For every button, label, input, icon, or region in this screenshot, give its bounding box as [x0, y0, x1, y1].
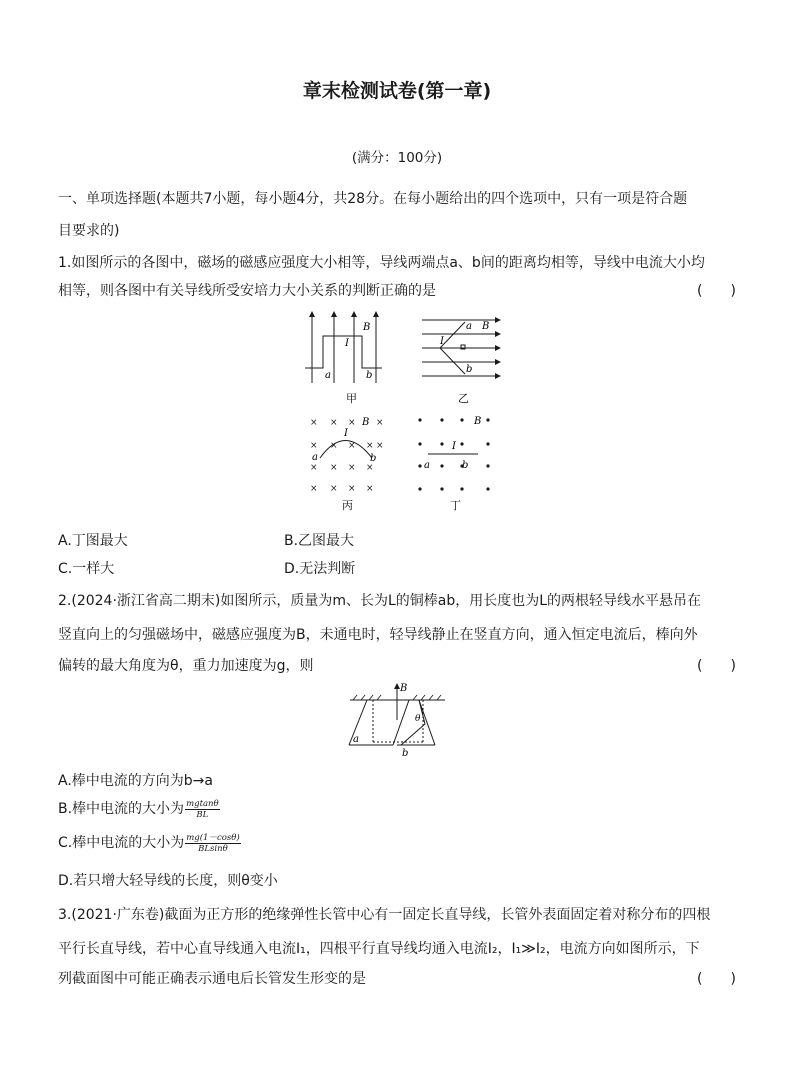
score-info: (满分：100分)	[351, 150, 443, 166]
yi-label-b: b	[466, 364, 473, 375]
ding-label-I: I	[452, 441, 456, 452]
q2-option-d: D.若只增大轻导线的长度，则θ变小	[58, 873, 278, 889]
ding-label-B: B	[474, 416, 482, 427]
q2-option-b-numerator: mgtanθ	[186, 798, 219, 809]
q2-stem-line3: 偏转的最大角度为θ，重力加速度为g，则	[58, 658, 314, 674]
svg-text:×: ×	[330, 441, 338, 451]
q1-answer-paren: ( )	[697, 283, 736, 299]
q2-stem-line2: 竖直向上的匀强磁场中，磁感应强度为B，未通电时，轻导线静止在竖直方向，通入恒定电流后，棒向外	[58, 627, 698, 643]
svg-text:×: ×	[366, 463, 374, 473]
section-heading-line1: 一、单项选择题(本题共7小题，每小题4分，共28分。在每小题给出的四个选项中，只有一项是符合题	[58, 191, 688, 207]
yi-label-I: I	[440, 336, 444, 347]
q2-option-b-text: B.棒中电流的大小为	[58, 801, 185, 817]
jia-label-a: a	[325, 370, 331, 381]
jia-label-b: b	[366, 370, 373, 381]
svg-text:×: ×	[310, 463, 318, 473]
ding-label-b: b	[462, 460, 469, 471]
svg-text:×: ×	[310, 484, 318, 494]
q3-stem-line2: 平行长直导线，若中心直导线通入电流I₁，四根平行直导线均通入电流I₂，I₁≫I₂，电流方向如图所示，下	[58, 941, 700, 957]
yi-label-a: a	[466, 321, 472, 332]
q1-figure	[290, 308, 510, 518]
svg-text:×: ×	[330, 484, 338, 494]
q2-label-B: B	[400, 683, 408, 694]
bing-caption: 丙	[342, 499, 353, 512]
q2-figure	[345, 680, 450, 760]
q2-option-c-fraction	[185, 833, 240, 854]
q2-option-b-fraction	[185, 799, 220, 820]
svg-text:×: ×	[330, 418, 338, 428]
q2-option-c-numerator: mg(1－cosθ)	[186, 832, 240, 843]
svg-text:×: ×	[366, 441, 374, 451]
q2-option-c-denominator: BLsinθ	[198, 843, 228, 854]
svg-text:×: ×	[376, 418, 384, 428]
ding-caption: 丁	[450, 499, 461, 512]
q3-stem-line1: 3.(2021·广东卷)截面为正方形的绝缘弹性长管中心有一固定长直导线，长管外表面固定着对称分布的四根	[58, 907, 711, 923]
q1-option-a: A.丁图最大	[58, 533, 128, 549]
q2-label-theta: θ	[415, 714, 421, 724]
q2-label-b: b	[402, 748, 409, 759]
section-heading-line2: 目要求的)	[58, 223, 120, 239]
q1-option-c: C.一样大	[58, 561, 115, 577]
q2-stem-line1: 2.(2024·浙江省高二期末)如图所示，质量为m、长为L的铜棒ab，用长度也为L的两根轻导线水平悬吊在	[58, 593, 702, 609]
bing-label-a: a	[312, 452, 318, 463]
jia-caption: 甲	[346, 392, 357, 405]
q2-option-a: A.棒中电流的方向为b→a	[58, 773, 213, 789]
svg-text:×: ×	[310, 441, 318, 451]
svg-text:×: ×	[348, 484, 356, 494]
q2-option-b-denominator: BL	[196, 809, 209, 820]
page-title: 章末检测试卷(第一章)	[302, 80, 492, 102]
svg-text:×: ×	[348, 441, 356, 451]
svg-text:×: ×	[348, 418, 356, 428]
svg-text:×: ×	[376, 441, 384, 451]
q1-stem-line1: 1.如图所示的各图中，磁场的磁感应强度大小相等，导线两端点a、b间的距离均相等，导线中电流大小均	[58, 255, 705, 271]
q1-option-d: D.无法判断	[284, 561, 356, 577]
bing-label-I: I	[344, 428, 348, 439]
q2-option-c-text: C.棒中电流的大小为	[58, 835, 185, 851]
yi-caption: 乙	[458, 392, 469, 405]
bing-label-b: b	[370, 453, 377, 464]
bing-label-B: B	[362, 417, 370, 428]
ding-label-a: a	[424, 460, 430, 471]
jia-label-I: I	[345, 338, 349, 349]
svg-text:×: ×	[348, 463, 356, 473]
q2-option-c	[58, 832, 241, 854]
svg-text:×: ×	[330, 463, 338, 473]
q1-option-b: B.乙图最大	[284, 533, 355, 549]
q2-answer-paren: ( )	[697, 658, 736, 674]
q1-stem-line2: 相等，则各图中有关导线所受安培力大小关系的判断正确的是	[58, 283, 436, 299]
q2-label-a: a	[353, 734, 359, 745]
svg-text:×: ×	[310, 418, 318, 428]
q3-stem-line3: 列截面图中可能正确表示通电后长管发生形变的是	[58, 971, 366, 987]
svg-text:×: ×	[366, 484, 374, 494]
yi-label-B: B	[482, 321, 490, 332]
bing-arc	[320, 441, 372, 459]
jia-label-B: B	[363, 322, 371, 333]
q2-option-b	[58, 798, 220, 820]
q3-answer-paren: ( )	[697, 971, 736, 987]
